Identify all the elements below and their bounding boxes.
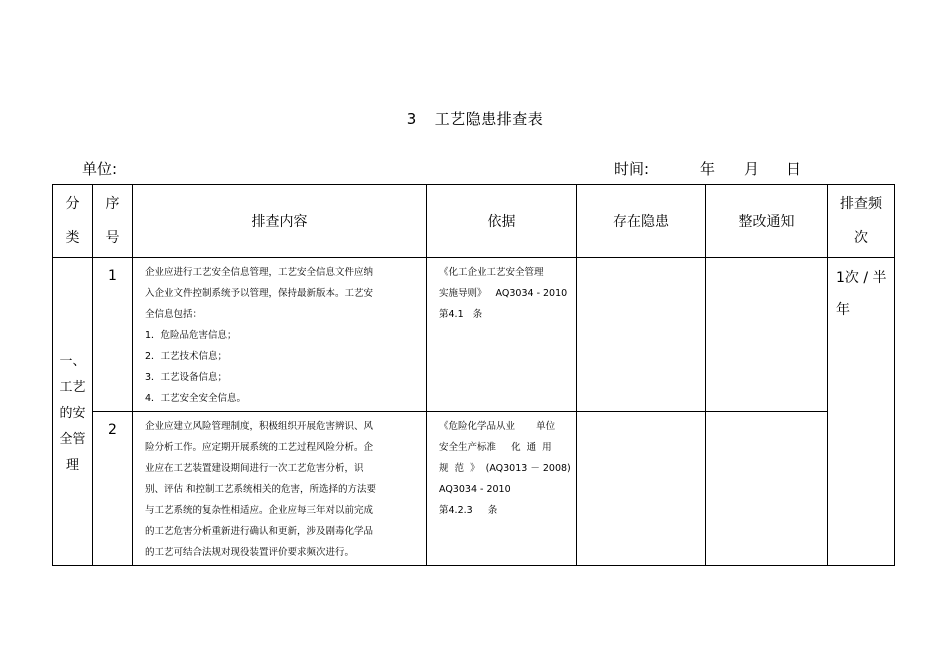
time-line (614, 158, 801, 179)
header-category-line: 分 (65, 196, 80, 212)
year-label: 年 (700, 160, 716, 178)
content-line: 2．工艺技术信息； (145, 351, 228, 362)
header-frequency-line: 次 (854, 230, 868, 246)
basis-line: 《危险化学品从业 单位 (439, 421, 556, 432)
header-sequence-line: 序 (105, 196, 120, 212)
header-rectification: 整改通知 (706, 185, 828, 258)
basis-line: 安全生产标准 化 通 用 (439, 442, 552, 453)
header-category-line: 类 (65, 230, 80, 246)
header-row (53, 185, 895, 258)
frequency-line: 1次 / 半 (836, 270, 887, 286)
content-line: 企业应进行工艺安全信息管理，工艺安全信息文件应纳 (145, 267, 374, 278)
sequence-cell: 1 (93, 258, 133, 412)
content-line: 4．工艺安全安全信息。 (145, 393, 247, 404)
time-label: 时间: (614, 160, 650, 178)
frequency-line: 年 (836, 302, 850, 318)
basis-line: AQ3034 - 2010 (439, 484, 511, 495)
content-line: 全信息包括： (145, 309, 203, 320)
content-line: 3．工艺设备信息； (145, 372, 228, 383)
month-label: 月 (744, 160, 760, 178)
rectification-cell[interactable] (706, 258, 828, 412)
header-frequency (828, 185, 895, 258)
content-line: 企业应建立风险管理制度，积极组织开展危害辨识、风 (145, 421, 374, 432)
category-line: 理 (65, 457, 79, 473)
page-title (0, 108, 950, 129)
category-line: 工艺 (59, 379, 86, 395)
content-line: 与工艺系统的复杂性相适应。企业应每三年对以前完成 (145, 505, 374, 516)
header-hazard: 存在隐患 (577, 185, 706, 258)
content-cell (133, 258, 427, 412)
category-cell (53, 258, 93, 566)
day-label: 日 (786, 160, 802, 178)
title-text: 工艺隐患排查表 (434, 110, 544, 128)
category-line: 一、 (59, 353, 86, 369)
content-line: 的工艺危害分析重新进行确认和更新，涉及剧毒化学品 (145, 526, 374, 537)
content-line: 险分析工作。应定期开展系统的工艺过程风险分析。企 (145, 442, 374, 453)
category-line: 的安 (59, 405, 86, 421)
basis-line: 规 范 》 (AQ3013 － 2008) (439, 463, 571, 474)
header-content: 排查内容 (133, 185, 427, 258)
content-line: 1．危险品危害信息； (145, 330, 237, 341)
category-line: 全管 (59, 431, 86, 447)
header-basis: 依据 (427, 185, 577, 258)
header-sequence-line: 号 (105, 230, 120, 246)
basis-line: 实施导则》 AQ3034 - 2010 (439, 288, 568, 299)
content-line: 的工艺可结合法规对现役装置评价要求频次进行。 (145, 547, 355, 558)
content-line: 别、评估 和控制工艺系统相关的危害，所选择的方法要 (145, 484, 377, 495)
basis-cell (427, 258, 577, 412)
sequence-cell: 2 (93, 412, 133, 566)
rectification-cell[interactable] (706, 412, 828, 566)
basis-line: 第4.2.3 条 (439, 505, 498, 516)
header-category (53, 185, 93, 258)
table-row (53, 258, 895, 412)
basis-line: 第4.1 条 (439, 309, 483, 320)
content-cell (133, 412, 427, 566)
header-frequency-line: 排查频 (840, 196, 882, 212)
frequency-cell (828, 258, 895, 566)
content-line: 业应在工艺装置建设期间进行一次工艺危害分析，识 (145, 463, 364, 474)
hazard-cell[interactable] (577, 258, 706, 412)
basis-cell (427, 412, 577, 566)
content-line: 入企业文件控制系统予以管理，保持最新版本。工艺安 (145, 288, 374, 299)
inspection-table (52, 184, 895, 566)
title-number: 3 (406, 110, 417, 128)
header-sequence (93, 185, 133, 258)
table-row (53, 412, 895, 566)
basis-line: 《化工企业工艺安全管理 (439, 267, 544, 278)
hazard-cell[interactable] (577, 412, 706, 566)
unit-label: 单位: (82, 160, 118, 178)
